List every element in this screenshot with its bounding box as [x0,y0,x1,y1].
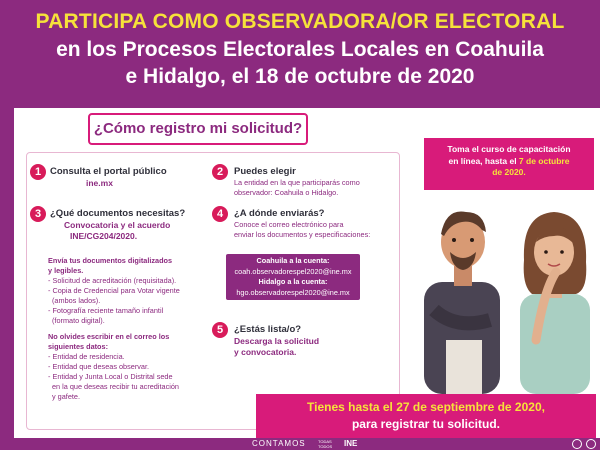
footer-bar [0,438,600,450]
step-2 [234,166,360,198]
step-2-body-line-1: La entidad en la que participarás como [234,178,360,187]
left-accent-strip [0,108,14,438]
hidalgo-label: Hidalgo a la cuenta: [258,277,328,286]
course-line-2 [424,156,594,168]
download-link[interactable]: Descarga la solicitud [234,336,320,346]
deadline-line-2: para registrar tu solicitud. [351,417,501,431]
deadline-line-1: Tienes hasta el 27 de septiembre de 2020, [307,400,545,414]
woman-figure [520,212,590,394]
docs-item-2a: - Copia de Credencial para Votar vigente [48,286,180,295]
data-item-3c: y gafete. [52,392,80,401]
portal-link[interactable]: ine.mx [86,178,113,188]
people-illustration [416,190,596,394]
twitter-icon[interactable] [586,439,596,449]
course-line-3: de 2020. [492,167,526,177]
header-subtitle-2: e Hidalgo, el 18 de octubre de 2020 [125,65,475,88]
data-item-2: - Entidad que deseas observar. [48,362,150,371]
step-4-body-line-1: Conoce el correo electrónico para [234,220,344,229]
docs-item-3a: - Fotografía reciente tamaño infantil [48,306,164,315]
course-line-2a: en línea, hasta el [448,155,519,166]
data-item-3a: - Entidad y Junta Local o Distrital sede [48,372,173,381]
man-figure [424,211,500,394]
course-line-1: Toma el curso de capacitación [447,144,571,154]
docs-intro-line-1: Envía tus documentos digitalizados [48,256,173,265]
docs-intro-line-2: y legibles. [48,266,84,275]
step-5 [234,324,319,358]
data-item-1: - Entidad de residencia. [48,352,125,361]
acuerdo-link[interactable]: INE/CG204/2020. [70,231,138,241]
course-date: 7 de octubre [518,155,570,166]
docs-item-2b: (ambos lados). [52,296,101,305]
coahuila-label: Coahuila a la cuenta: [256,256,330,265]
step-3-number: 3 [30,206,46,222]
email-box [226,254,360,300]
step-5-number: 5 [212,322,228,338]
step-4-number: 4 [212,206,228,222]
download-link-line-2[interactable]: y convocatoria. [234,347,297,357]
step-1 [50,166,167,189]
step-1-title: Consulta el portal público [50,166,167,177]
ine-logo: INE [344,439,358,448]
step-3-title: ¿Qué documentos necesitas? [50,208,186,219]
documents-list [48,256,180,402]
data-item-3b: en la que deseas recibir tu acreditación [52,382,179,391]
step-5-title: ¿Estás lista/o? [234,324,302,335]
step-1-number: 1 [30,164,46,180]
question-title: ¿Cómo registro mi solicitud? [88,113,308,145]
docs-item-1: - Solicitud de acreditación (requisitada). [48,276,177,285]
coahuila-email[interactable]: coah.observadorespel2020@ine.mx [234,266,352,276]
step-2-title: Puedes elegir [234,166,296,177]
docs-item-3b: (formato digital). [52,316,105,325]
step-4-title: ¿A dónde enviarás? [234,208,325,219]
convocatoria-link[interactable]: Convocatoria y el acuerdo [64,220,171,230]
contamos-logo: CONTAMOS [252,439,306,448]
docs-note-line-2: siguientes datos: [48,342,109,351]
course-banner [424,138,594,190]
step-4-body-line-2: enviar los documentos y especificaciones: [234,230,371,239]
hidalgo-email[interactable]: hgo.observadorespel2020@ine.mx [236,287,350,297]
step-3 [50,208,185,242]
header-title: PARTICIPA COMO OBSERVADORA/OR ELECTORAL [35,10,565,33]
step-2-number: 2 [212,164,228,180]
header-banner [0,0,600,108]
deadline-banner [256,394,596,438]
contamos-logo-small: TODAS TODOS [318,439,333,449]
step-2-body-line-2: observador: Coahuila o Hidalgo. [234,188,339,197]
docs-note-line-1: No olvides escribir en el correo los [48,332,170,341]
step-4 [234,208,370,240]
header-subtitle-1: en los Procesos Electorales Locales en Coahuila [56,38,544,61]
facebook-icon[interactable] [572,439,582,449]
